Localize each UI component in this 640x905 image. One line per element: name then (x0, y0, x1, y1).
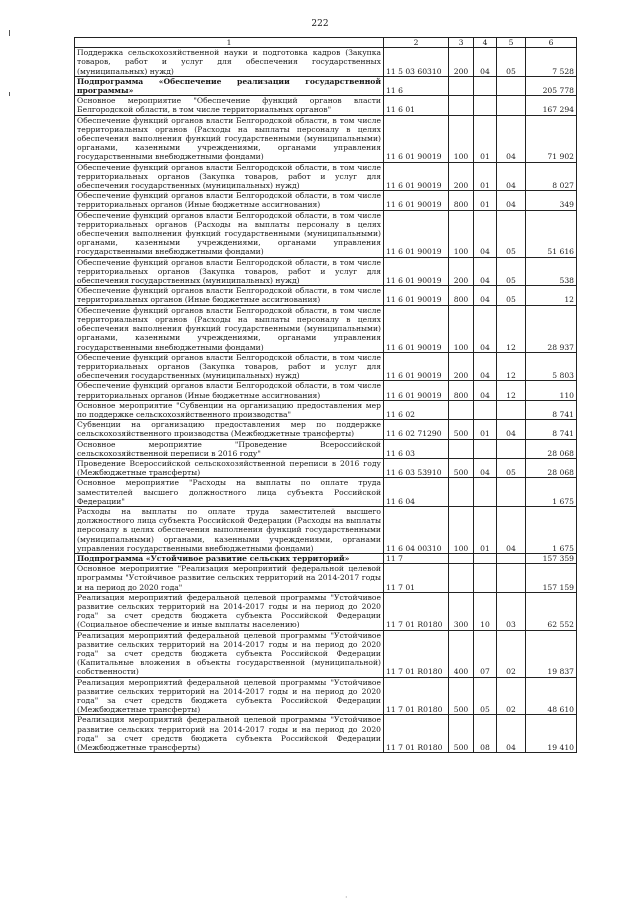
row-section-cell: 05 (474, 677, 497, 715)
row-code-cell: 11 7 01 R0180 (384, 630, 449, 677)
row-code-cell: 11 6 03 (384, 439, 449, 458)
row-subsection-cell (497, 564, 526, 593)
row-subsection-cell: 05 (497, 458, 526, 477)
row-section-cell (474, 439, 497, 458)
row-expense-type-cell: 500 (449, 715, 474, 753)
table-row (75, 400, 577, 419)
row-code-cell: 11 6 01 90019 (384, 381, 449, 400)
row-subsection-cell: 12 (497, 352, 526, 381)
table-row (75, 677, 577, 715)
row-code-cell: 11 7 01 (384, 564, 449, 593)
row-amount-cell: 7 528 (526, 48, 577, 77)
row-code-cell: 11 5 03 60310 (384, 48, 449, 77)
row-amount-cell: 19 410 (526, 715, 577, 753)
row-code-cell: 11 7 01 R0180 (384, 715, 449, 753)
row-amount-cell: 8 741 (526, 400, 577, 419)
row-code-cell: 11 7 01 R0180 (384, 677, 449, 715)
row-amount-cell: 157 159 (526, 564, 577, 593)
row-section-cell: 04 (474, 48, 497, 77)
table-row (75, 439, 577, 458)
row-name-cell: Реализация мероприятий федеральной целевой программы "Устойчивое развитие сельских территорий на 2014-2017 годы и на период до 2020 года" за счет средств бюджета субъекта Российской Федерации (Социальное обеспечение и иные выплаты населению) (75, 592, 384, 630)
row-name-cell: Поддержка сельскохозяйственной науки и подготовка кадров (Закупка товаров, работ и услуг для обеспечения государственных (муниципальных) нужд) (75, 48, 384, 77)
column-header: 3 (449, 38, 474, 48)
row-subsection-cell: 03 (497, 592, 526, 630)
column-header: 1 (75, 38, 384, 48)
table-row (75, 420, 577, 439)
row-amount-cell: 110 (526, 381, 577, 400)
row-name-cell: Обеспечение функций органов власти Белгородской области, в том числе территориальных органов (Закупка товаров, работ и услуг для обеспечения государственных (муниципальных) нужд) (75, 162, 384, 191)
row-amount-cell: 12 (526, 286, 577, 305)
row-subsection-cell: 02 (497, 630, 526, 677)
row-amount-cell: 48 610 (526, 677, 577, 715)
row-expense-type-cell (449, 96, 474, 115)
row-name-cell: Основное мероприятие "Субвенции на организацию предоставления мер по поддержке сельскохозяйственного производства" (75, 400, 384, 419)
table-row (75, 115, 577, 162)
table-row (75, 630, 577, 677)
row-section-cell (474, 76, 497, 95)
row-name-cell: Обеспечение функций органов власти Белгородской области, в том числе территориальных органов (Закупка товаров, работ и услуг для обеспечения государственных (муниципальных) нужд) (75, 257, 384, 286)
row-section-cell: 01 (474, 115, 497, 162)
row-section-cell: 04 (474, 352, 497, 381)
row-amount-cell: 51 616 (526, 210, 577, 257)
row-amount-cell: 71 902 (526, 115, 577, 162)
row-code-cell: 11 6 01 (384, 96, 449, 115)
row-subsection-cell: 12 (497, 305, 526, 352)
column-header: 6 (526, 38, 577, 48)
row-section-cell: 01 (474, 162, 497, 191)
row-expense-type-cell: 800 (449, 286, 474, 305)
row-code-cell: 11 6 04 (384, 478, 449, 507)
row-subsection-cell: 05 (497, 286, 526, 305)
row-amount-cell: 28 068 (526, 439, 577, 458)
row-expense-type-cell: 200 (449, 48, 474, 77)
table-row (75, 286, 577, 305)
row-subsection-cell (497, 439, 526, 458)
row-name-cell: Проведение Всероссийской сельскохозяйственной переписи в 2016 году (Межбюджетные трансферты) (75, 458, 384, 477)
row-name-cell: Обеспечение функций органов власти Белгородской области, в том числе территориальных органов (Иные бюджетные ассигнования) (75, 286, 384, 305)
row-expense-type-cell (449, 478, 474, 507)
row-name-cell: Обеспечение функций органов власти Белгородской области, в том числе территориальных органов (Расходы на выплаты персоналу в целях обеспечения выполнения функций государственными (муниципальными) органами, казенными учреждениями, органами управления государственными внебюджетными фондами) (75, 210, 384, 257)
row-amount-cell: 28 068 (526, 458, 577, 477)
row-code-cell: 11 6 03 53910 (384, 458, 449, 477)
row-amount-cell: 8 027 (526, 162, 577, 191)
table-row (75, 506, 577, 553)
row-code-cell: 11 6 01 90019 (384, 115, 449, 162)
table-row (75, 48, 577, 77)
row-code-cell: 11 6 01 90019 (384, 257, 449, 286)
row-expense-type-cell: 500 (449, 420, 474, 439)
column-header: 5 (497, 38, 526, 48)
table-row (75, 352, 577, 381)
table-row (75, 210, 577, 257)
row-expense-type-cell: 500 (449, 677, 474, 715)
row-code-cell: 11 6 01 90019 (384, 210, 449, 257)
row-expense-type-cell: 100 (449, 305, 474, 352)
subprogram-row (75, 76, 577, 95)
row-subsection-cell: 04 (497, 191, 526, 210)
scan-artifact: · (345, 893, 348, 902)
row-expense-type-cell: 200 (449, 352, 474, 381)
scan-edge-mark (9, 92, 10, 96)
row-expense-type-cell: 100 (449, 210, 474, 257)
row-subsection-cell: 02 (497, 677, 526, 715)
row-section-cell: 08 (474, 715, 497, 753)
row-code-cell: 11 6 01 90019 (384, 305, 449, 352)
row-subsection-cell: 04 (497, 115, 526, 162)
row-name-cell: Субвенции на организацию предоставления мер по поддержке сельскохозяйственного производства (Межбюджетные трансферты) (75, 420, 384, 439)
row-name-cell: Основное мероприятие "Реализация мероприятий федеральной целевой программы "Устойчивое развитие сельских территорий на 2014-2017 годы и на период до 2020 года" (75, 564, 384, 593)
page-number: 222 (311, 19, 329, 29)
row-amount-cell: 167 294 (526, 96, 577, 115)
row-section-cell: 04 (474, 286, 497, 305)
table-row (75, 381, 577, 400)
row-expense-type-cell: 800 (449, 191, 474, 210)
row-amount-cell: 8 741 (526, 420, 577, 439)
row-amount-cell: 1 675 (526, 478, 577, 507)
table-row (75, 96, 577, 115)
row-subsection-cell (497, 76, 526, 95)
row-amount-cell: 538 (526, 257, 577, 286)
row-name-cell: Подпрограмма «Устойчивое развитие сельских территорий» (75, 553, 384, 563)
row-name-cell: Основное мероприятие "Проведение Всероссийской сельскохозяйственной переписи в 2016 году" (75, 439, 384, 458)
row-expense-type-cell: 200 (449, 257, 474, 286)
row-code-cell: 11 6 02 71290 (384, 420, 449, 439)
row-amount-cell: 349 (526, 191, 577, 210)
column-header: 4 (474, 38, 497, 48)
row-expense-type-cell (449, 564, 474, 593)
row-amount-cell: 157 359 (526, 553, 577, 563)
row-section-cell (474, 478, 497, 507)
row-name-cell: Обеспечение функций органов власти Белгородской области, в том числе территориальных органов (Иные бюджетные ассигнования) (75, 381, 384, 400)
row-code-cell: 11 7 01 R0180 (384, 592, 449, 630)
row-name-cell: Подпрограмма «Обеспечение реализации государственной программы» (75, 76, 384, 95)
row-section-cell (474, 564, 497, 593)
row-section-cell (474, 553, 497, 563)
row-name-cell: Основное мероприятие "Расходы на выплаты по оплате труда заместителей высшего должностного лица субъекта Российской Федерации" (75, 478, 384, 507)
row-subsection-cell (497, 478, 526, 507)
row-section-cell: 01 (474, 506, 497, 553)
row-section-cell: 01 (474, 191, 497, 210)
row-code-cell: 11 6 01 90019 (384, 352, 449, 381)
row-name-cell: Обеспечение функций органов власти Белгородской области, в том числе территориальных органов (Расходы на выплаты персоналу в целях обеспечения выполнения функций государственными (муниципальными) органами, казенными учреждениями, органами управления государственными внебюджетными фондами) (75, 115, 384, 162)
table-row (75, 592, 577, 630)
row-amount-cell: 62 552 (526, 592, 577, 630)
table-row (75, 458, 577, 477)
table-row (75, 564, 577, 593)
row-amount-cell: 28 937 (526, 305, 577, 352)
row-code-cell: 11 6 02 (384, 400, 449, 419)
table-header-row (75, 38, 577, 48)
table-row (75, 715, 577, 753)
row-name-cell: Реализация мероприятий федеральной целевой программы "Устойчивое развитие сельских территорий на 2014-2017 годы и на период до 2020 года" за счет средств бюджета субъекта Российской Федерации (Капитальные вложения в объекты государственной (муниципальной) собственности) (75, 630, 384, 677)
row-name-cell: Основное мероприятие "Обеспечение функций органов власти Белгородской области, в том числе территориальных органов" (75, 96, 384, 115)
table-row (75, 191, 577, 210)
row-subsection-cell: 04 (497, 715, 526, 753)
row-name-cell: Расходы на выплаты по оплате труда заместителей высшего должностного лица субъекта Российской Федерации (Расходы на выплаты персоналу в целях обеспечения выполнения функций государственными (муниципальными) органами, казенными учреждениями, органами управления государственными внебюджетными фондами) (75, 506, 384, 553)
row-subsection-cell (497, 553, 526, 563)
row-code-cell: 11 6 01 90019 (384, 191, 449, 210)
row-subsection-cell (497, 96, 526, 115)
row-code-cell: 11 6 01 90019 (384, 286, 449, 305)
row-section-cell: 04 (474, 458, 497, 477)
table-row (75, 305, 577, 352)
row-expense-type-cell: 800 (449, 381, 474, 400)
row-amount-cell: 5 803 (526, 352, 577, 381)
row-name-cell: Обеспечение функций органов власти Белгородской области, в том числе территориальных органов (Закупка товаров, работ и услуг для обеспечения государственных (муниципальных) нужд) (75, 352, 384, 381)
row-section-cell: 10 (474, 592, 497, 630)
row-expense-type-cell: 500 (449, 458, 474, 477)
row-code-cell: 11 6 04 00310 (384, 506, 449, 553)
row-section-cell (474, 96, 497, 115)
row-subsection-cell: 04 (497, 506, 526, 553)
row-subsection-cell (497, 400, 526, 419)
row-section-cell: 01 (474, 420, 497, 439)
row-section-cell: 07 (474, 630, 497, 677)
row-section-cell: 04 (474, 381, 497, 400)
row-code-cell: 11 6 01 90019 (384, 162, 449, 191)
row-subsection-cell: 12 (497, 381, 526, 400)
row-name-cell: Обеспечение функций органов власти Белгородской области, в том числе территориальных органов (Расходы на выплаты персоналу в целях обеспечения выполнения функций государственными (муниципальными) органами, казенными учреждениями, органами управления государственными внебюджетными фондами) (75, 305, 384, 352)
row-subsection-cell: 05 (497, 48, 526, 77)
row-expense-type-cell: 400 (449, 630, 474, 677)
row-expense-type-cell: 200 (449, 162, 474, 191)
row-subsection-cell: 05 (497, 210, 526, 257)
row-section-cell (474, 400, 497, 419)
row-expense-type-cell: 300 (449, 592, 474, 630)
row-name-cell: Реализация мероприятий федеральной целевой программы "Устойчивое развитие сельских территорий на 2014-2017 годы и на период до 2020 года" за счет средств бюджета субъекта Российской Федерации (Межбюджетные трансферты) (75, 715, 384, 753)
row-expense-type-cell: 100 (449, 506, 474, 553)
column-header: 2 (384, 38, 449, 48)
row-code-cell: 11 7 (384, 553, 449, 563)
row-subsection-cell: 04 (497, 420, 526, 439)
row-subsection-cell: 05 (497, 257, 526, 286)
row-expense-type-cell (449, 400, 474, 419)
scan-edge-mark (9, 30, 10, 36)
row-expense-type-cell (449, 439, 474, 458)
row-section-cell: 04 (474, 305, 497, 352)
table-row (75, 162, 577, 191)
row-expense-type-cell (449, 76, 474, 95)
row-name-cell: Обеспечение функций органов власти Белгородской области, в том числе территориальных органов (Иные бюджетные ассигнования) (75, 191, 384, 210)
row-amount-cell: 205 778 (526, 76, 577, 95)
row-subsection-cell: 04 (497, 162, 526, 191)
row-section-cell: 04 (474, 210, 497, 257)
budget-table (74, 37, 577, 753)
table-row (75, 478, 577, 507)
row-amount-cell: 1 675 (526, 506, 577, 553)
row-section-cell: 04 (474, 257, 497, 286)
row-expense-type-cell: 100 (449, 115, 474, 162)
row-code-cell: 11 6 (384, 76, 449, 95)
row-name-cell: Реализация мероприятий федеральной целевой программы "Устойчивое развитие сельских территорий на 2014-2017 годы и на период до 2020 года" за счет средств бюджета субъекта Российской Федерации (Межбюджетные трансферты) (75, 677, 384, 715)
row-expense-type-cell (449, 553, 474, 563)
row-amount-cell: 19 837 (526, 630, 577, 677)
table-row (75, 257, 577, 286)
subprogram-row (75, 553, 577, 563)
